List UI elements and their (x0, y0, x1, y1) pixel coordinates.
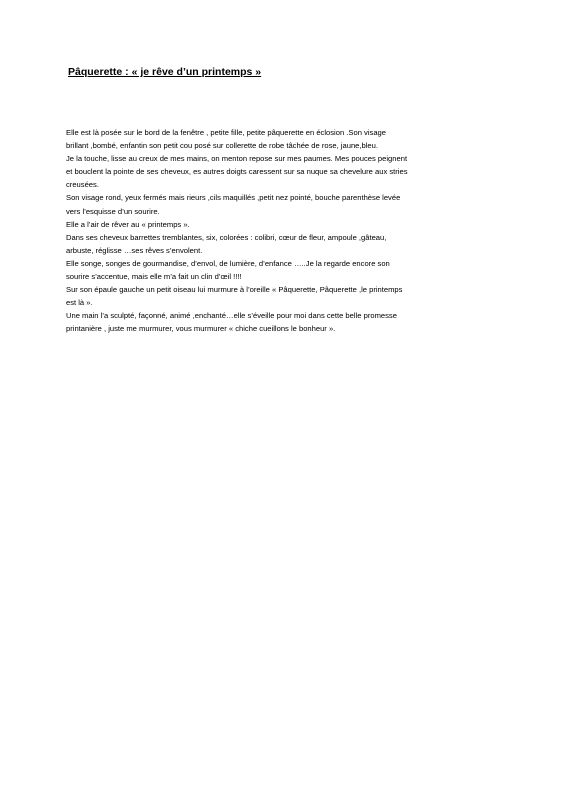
body-line: Je la touche, lisse au creux de mes mains, on menton repose sur mes paumes. Mes pouces peignent (66, 154, 408, 164)
body-line: brillant ,bombé, enfantin son petit cou posé sur collerette de robe tâchée de rose, jaune,bleu. (66, 141, 378, 151)
body-line: Elle est là posée sur le bord de la fenêtre , petite fille, petite pâquerette en éclosion .Son visage (66, 128, 386, 137)
body-line: et bouclent la pointe de ses cheveux, es autres doigts caressent sur sa nuque sa chevelure aux stries (66, 167, 408, 177)
body-line: creusées. (66, 180, 99, 190)
body-line: Dans ses cheveux barrettes tremblantes, six, colorées : colibri, cœur de fleur, ampoule ,gâteau, (66, 232, 387, 242)
body-line: arbuste, réglisse …ses rêves s’envolent. (66, 245, 203, 255)
document-title: Pâquerette : « je rêve d’un printemps » (68, 66, 262, 78)
body-line: Son visage rond, yeux fermés mais rieurs ,cils maquillés ,petit nez pointé, bouche parenthèse levée (66, 193, 401, 203)
body-line: est là ». (66, 298, 93, 308)
body-line: Elle a l’air de rêver au « printemps ». (66, 219, 190, 229)
body-line: Sur son épaule gauche un petit oiseau lui murmure à l’oreille « Pâquerette, Pâquerette ,le printemps (66, 285, 403, 295)
body-line: printanière , juste me murmurer, vous murmurer « chiche cueillons le bonheur ». (66, 324, 336, 334)
body-line: sourire s’accentue, mais elle m’a fait un clin d’œil !!!! (66, 272, 242, 282)
body-line: Elle songe, songes de gourmandise, d’envol, de lumière, d’enfance …..Je la regarde encore son (66, 258, 390, 268)
body-line: Une main l’a sculpté, façonné, animé ,enchanté…elle s’éveille pour moi dans cette belle promesse (66, 311, 397, 321)
document-body (66, 126, 506, 336)
body-line: vers l’esquisse d’un sourire. (66, 206, 160, 216)
